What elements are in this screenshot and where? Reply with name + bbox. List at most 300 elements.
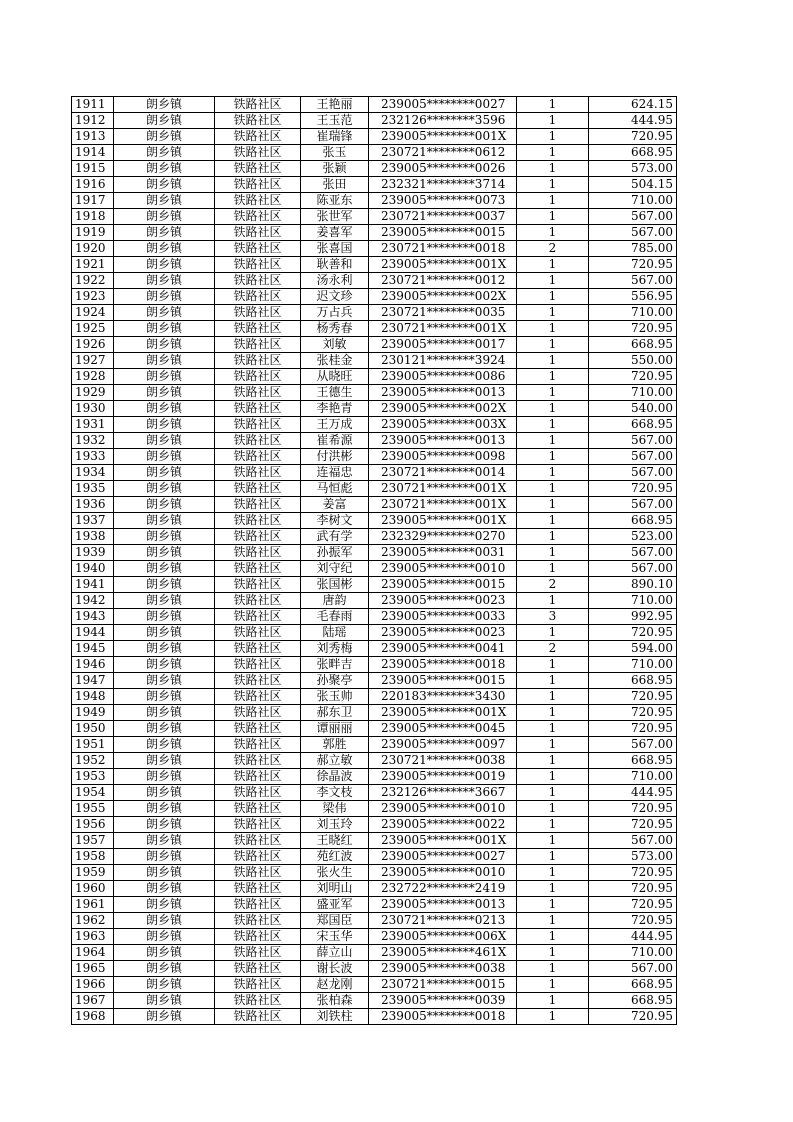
count-cell: 1 (517, 897, 589, 913)
amount-cell: 567.00 (589, 273, 677, 289)
id-number-cell: 232321********3714 (369, 177, 517, 193)
table-row (72, 737, 677, 753)
amount-cell: 992.95 (589, 609, 677, 625)
id-number-cell: 239005********003X (369, 417, 517, 433)
town-cell: 朗乡镇 (114, 593, 215, 609)
community-cell: 铁路社区 (215, 433, 301, 449)
id-number-cell: 239005********461X (369, 945, 517, 961)
row-number: 1924 (72, 305, 114, 321)
amount-cell: 720.95 (589, 1009, 677, 1025)
row-number: 1919 (72, 225, 114, 241)
count-cell: 1 (517, 337, 589, 353)
table-row (72, 385, 677, 401)
amount-cell: 720.95 (589, 865, 677, 881)
name-cell: 盛亚军 (301, 897, 369, 913)
id-number-cell: 239005********0041 (369, 641, 517, 657)
row-number: 1963 (72, 929, 114, 945)
count-cell: 1 (517, 177, 589, 193)
town-cell: 朗乡镇 (114, 625, 215, 641)
community-cell: 铁路社区 (215, 449, 301, 465)
name-cell: 张世军 (301, 209, 369, 225)
community-cell: 铁路社区 (215, 897, 301, 913)
name-cell: 梁伟 (301, 801, 369, 817)
table-row (72, 929, 677, 945)
town-cell: 朗乡镇 (114, 865, 215, 881)
table-row (72, 257, 677, 273)
table-row (72, 977, 677, 993)
id-number-cell: 239005********001X (369, 705, 517, 721)
town-cell: 朗乡镇 (114, 193, 215, 209)
amount-cell: 720.95 (589, 801, 677, 817)
town-cell: 朗乡镇 (114, 721, 215, 737)
count-cell: 2 (517, 241, 589, 257)
table-row (72, 913, 677, 929)
count-cell: 3 (517, 609, 589, 625)
amount-cell: 710.00 (589, 945, 677, 961)
count-cell: 1 (517, 977, 589, 993)
town-cell: 朗乡镇 (114, 529, 215, 545)
table-row (72, 561, 677, 577)
community-cell: 铁路社区 (215, 833, 301, 849)
table-row (72, 545, 677, 561)
town-cell: 朗乡镇 (114, 209, 215, 225)
table-row (72, 481, 677, 497)
amount-cell: 785.00 (589, 241, 677, 257)
amount-cell: 668.95 (589, 337, 677, 353)
amount-cell: 567.00 (589, 225, 677, 241)
community-cell: 铁路社区 (215, 401, 301, 417)
count-cell: 1 (517, 449, 589, 465)
row-number: 1949 (72, 705, 114, 721)
community-cell: 铁路社区 (215, 513, 301, 529)
table-row (72, 993, 677, 1009)
id-number-cell: 239005********0018 (369, 657, 517, 673)
count-cell: 1 (517, 385, 589, 401)
amount-cell: 523.00 (589, 529, 677, 545)
community-cell: 铁路社区 (215, 849, 301, 865)
count-cell: 1 (517, 257, 589, 273)
amount-cell: 504.15 (589, 177, 677, 193)
town-cell: 朗乡镇 (114, 913, 215, 929)
table-row (72, 353, 677, 369)
name-cell: 连福忠 (301, 465, 369, 481)
amount-cell: 720.95 (589, 705, 677, 721)
community-cell: 铁路社区 (215, 705, 301, 721)
id-number-cell: 239005********0015 (369, 577, 517, 593)
row-number: 1953 (72, 769, 114, 785)
count-cell: 1 (517, 465, 589, 481)
name-cell: 刘秀梅 (301, 641, 369, 657)
community-cell: 铁路社区 (215, 209, 301, 225)
town-cell: 朗乡镇 (114, 225, 215, 241)
amount-cell: 710.00 (589, 385, 677, 401)
count-cell: 1 (517, 129, 589, 145)
row-number: 1916 (72, 177, 114, 193)
town-cell: 朗乡镇 (114, 929, 215, 945)
id-number-cell: 230121********3924 (369, 353, 517, 369)
row-number: 1951 (72, 737, 114, 753)
community-cell: 铁路社区 (215, 305, 301, 321)
name-cell: 唐韵 (301, 593, 369, 609)
community-cell: 铁路社区 (215, 721, 301, 737)
row-number: 1927 (72, 353, 114, 369)
town-cell: 朗乡镇 (114, 737, 215, 753)
count-cell: 1 (517, 529, 589, 545)
table-row (72, 97, 677, 113)
id-number-cell: 239005********0038 (369, 961, 517, 977)
town-cell: 朗乡镇 (114, 401, 215, 417)
count-cell: 1 (517, 545, 589, 561)
id-number-cell: 239005********001X (369, 129, 517, 145)
amount-cell: 573.00 (589, 161, 677, 177)
id-number-cell: 232126********3667 (369, 785, 517, 801)
records-table-body (72, 97, 677, 1025)
row-number: 1944 (72, 625, 114, 641)
table-row (72, 833, 677, 849)
id-number-cell: 239005********0010 (369, 865, 517, 881)
row-number: 1940 (72, 561, 114, 577)
table-row (72, 225, 677, 241)
amount-cell: 444.95 (589, 785, 677, 801)
table-row (72, 1009, 677, 1025)
name-cell: 徐晶波 (301, 769, 369, 785)
table-row (72, 497, 677, 513)
town-cell: 朗乡镇 (114, 113, 215, 129)
id-number-cell: 239005********0023 (369, 593, 517, 609)
id-number-cell: 239005********0045 (369, 721, 517, 737)
town-cell: 朗乡镇 (114, 705, 215, 721)
town-cell: 朗乡镇 (114, 305, 215, 321)
id-number-cell: 230721********0012 (369, 273, 517, 289)
name-cell: 郑国臣 (301, 913, 369, 929)
town-cell: 朗乡镇 (114, 689, 215, 705)
row-number: 1930 (72, 401, 114, 417)
name-cell: 刘玉玲 (301, 817, 369, 833)
community-cell: 铁路社区 (215, 609, 301, 625)
amount-cell: 710.00 (589, 657, 677, 673)
amount-cell: 567.00 (589, 497, 677, 513)
count-cell: 1 (517, 433, 589, 449)
count-cell: 1 (517, 913, 589, 929)
row-number: 1933 (72, 449, 114, 465)
name-cell: 耿善和 (301, 257, 369, 273)
name-cell: 张喜国 (301, 241, 369, 257)
amount-cell: 567.00 (589, 737, 677, 753)
town-cell: 朗乡镇 (114, 369, 215, 385)
town-cell: 朗乡镇 (114, 561, 215, 577)
table-row (72, 529, 677, 545)
community-cell: 铁路社区 (215, 241, 301, 257)
id-number-cell: 239005********001X (369, 257, 517, 273)
table-row (72, 657, 677, 673)
table-row (72, 161, 677, 177)
id-number-cell: 239005********0019 (369, 769, 517, 785)
community-cell: 铁路社区 (215, 561, 301, 577)
name-cell: 孙聚亭 (301, 673, 369, 689)
count-cell: 1 (517, 513, 589, 529)
count-cell: 1 (517, 833, 589, 849)
count-cell: 1 (517, 353, 589, 369)
name-cell: 刘守纪 (301, 561, 369, 577)
count-cell: 1 (517, 273, 589, 289)
amount-cell: 567.00 (589, 961, 677, 977)
town-cell: 朗乡镇 (114, 289, 215, 305)
name-cell: 张田 (301, 177, 369, 193)
row-number: 1947 (72, 673, 114, 689)
id-number-cell: 230721********0213 (369, 913, 517, 929)
row-number: 1922 (72, 273, 114, 289)
id-number-cell: 239005********0010 (369, 801, 517, 817)
town-cell: 朗乡镇 (114, 945, 215, 961)
amount-cell: 720.95 (589, 881, 677, 897)
community-cell: 铁路社区 (215, 257, 301, 273)
id-number-cell: 239005********0013 (369, 897, 517, 913)
row-number: 1938 (72, 529, 114, 545)
records-table (71, 96, 677, 1025)
town-cell: 朗乡镇 (114, 769, 215, 785)
row-number: 1946 (72, 657, 114, 673)
row-number: 1961 (72, 897, 114, 913)
row-number: 1957 (72, 833, 114, 849)
town-cell: 朗乡镇 (114, 385, 215, 401)
id-number-cell: 230721********0037 (369, 209, 517, 225)
name-cell: 姜喜军 (301, 225, 369, 241)
town-cell: 朗乡镇 (114, 513, 215, 529)
row-number: 1923 (72, 289, 114, 305)
amount-cell: 573.00 (589, 849, 677, 865)
id-number-cell: 239005********0086 (369, 369, 517, 385)
amount-cell: 668.95 (589, 993, 677, 1009)
name-cell: 谢长波 (301, 961, 369, 977)
row-number: 1917 (72, 193, 114, 209)
id-number-cell: 239005********002X (369, 401, 517, 417)
id-number-cell: 220183********3430 (369, 689, 517, 705)
community-cell: 铁路社区 (215, 177, 301, 193)
name-cell: 李树文 (301, 513, 369, 529)
community-cell: 铁路社区 (215, 113, 301, 129)
name-cell: 刘明山 (301, 881, 369, 897)
count-cell: 1 (517, 625, 589, 641)
community-cell: 铁路社区 (215, 961, 301, 977)
name-cell: 王晓红 (301, 833, 369, 849)
amount-cell: 720.95 (589, 369, 677, 385)
id-number-cell: 232329********0270 (369, 529, 517, 545)
name-cell: 谭丽丽 (301, 721, 369, 737)
table-row (72, 721, 677, 737)
row-number: 1962 (72, 913, 114, 929)
count-cell: 1 (517, 769, 589, 785)
count-cell: 1 (517, 849, 589, 865)
amount-cell: 710.00 (589, 193, 677, 209)
town-cell: 朗乡镇 (114, 433, 215, 449)
id-number-cell: 230721********001X (369, 321, 517, 337)
table-row (72, 625, 677, 641)
town-cell: 朗乡镇 (114, 817, 215, 833)
amount-cell: 720.95 (589, 721, 677, 737)
table-row (72, 449, 677, 465)
community-cell: 铁路社区 (215, 593, 301, 609)
town-cell: 朗乡镇 (114, 609, 215, 625)
community-cell: 铁路社区 (215, 641, 301, 657)
row-number: 1921 (72, 257, 114, 273)
count-cell: 1 (517, 209, 589, 225)
community-cell: 铁路社区 (215, 785, 301, 801)
amount-cell: 890.10 (589, 577, 677, 593)
table-row (72, 593, 677, 609)
community-cell: 铁路社区 (215, 145, 301, 161)
count-cell: 1 (517, 145, 589, 161)
name-cell: 崔瑞锋 (301, 129, 369, 145)
town-cell: 朗乡镇 (114, 161, 215, 177)
amount-cell: 720.95 (589, 913, 677, 929)
table-row (72, 113, 677, 129)
town-cell: 朗乡镇 (114, 273, 215, 289)
row-number: 1959 (72, 865, 114, 881)
row-number: 1964 (72, 945, 114, 961)
community-cell: 铁路社区 (215, 977, 301, 993)
town-cell: 朗乡镇 (114, 337, 215, 353)
town-cell: 朗乡镇 (114, 417, 215, 433)
count-cell: 1 (517, 689, 589, 705)
table-row (72, 289, 677, 305)
town-cell: 朗乡镇 (114, 97, 215, 113)
community-cell: 铁路社区 (215, 385, 301, 401)
count-cell: 1 (517, 225, 589, 241)
id-number-cell: 230721********001X (369, 481, 517, 497)
community-cell: 铁路社区 (215, 545, 301, 561)
name-cell: 郭胜 (301, 737, 369, 753)
amount-cell: 444.95 (589, 113, 677, 129)
count-cell: 1 (517, 929, 589, 945)
count-cell: 1 (517, 193, 589, 209)
row-number: 1937 (72, 513, 114, 529)
id-number-cell: 230721********0014 (369, 465, 517, 481)
row-number: 1954 (72, 785, 114, 801)
count-cell: 1 (517, 289, 589, 305)
count-cell: 1 (517, 881, 589, 897)
id-number-cell: 239005********0013 (369, 433, 517, 449)
town-cell: 朗乡镇 (114, 753, 215, 769)
id-number-cell: 230721********0612 (369, 145, 517, 161)
table-row (72, 945, 677, 961)
community-cell: 铁路社区 (215, 673, 301, 689)
community-cell: 铁路社区 (215, 497, 301, 513)
community-cell: 铁路社区 (215, 225, 301, 241)
row-number: 1955 (72, 801, 114, 817)
name-cell: 姜富 (301, 497, 369, 513)
table-row (72, 369, 677, 385)
name-cell: 陈亚东 (301, 193, 369, 209)
community-cell: 铁路社区 (215, 993, 301, 1009)
name-cell: 王艳丽 (301, 97, 369, 113)
community-cell: 铁路社区 (215, 945, 301, 961)
amount-cell: 720.95 (589, 481, 677, 497)
count-cell: 1 (517, 737, 589, 753)
count-cell: 1 (517, 705, 589, 721)
name-cell: 郝立敏 (301, 753, 369, 769)
row-number: 1966 (72, 977, 114, 993)
amount-cell: 668.95 (589, 513, 677, 529)
id-number-cell: 239005********0018 (369, 1009, 517, 1025)
name-cell: 张玉 (301, 145, 369, 161)
count-cell: 1 (517, 561, 589, 577)
id-number-cell: 230721********001X (369, 497, 517, 513)
name-cell: 张国彬 (301, 577, 369, 593)
name-cell: 万占兵 (301, 305, 369, 321)
id-number-cell: 239005********0010 (369, 561, 517, 577)
name-cell: 杨秀春 (301, 321, 369, 337)
count-cell: 1 (517, 113, 589, 129)
table-row (72, 401, 677, 417)
table-row (72, 705, 677, 721)
community-cell: 铁路社区 (215, 577, 301, 593)
id-number-cell: 232126********3596 (369, 113, 517, 129)
community-cell: 铁路社区 (215, 129, 301, 145)
id-number-cell: 239005********0017 (369, 337, 517, 353)
name-cell: 付洪彬 (301, 449, 369, 465)
row-number: 1965 (72, 961, 114, 977)
town-cell: 朗乡镇 (114, 129, 215, 145)
row-number: 1936 (72, 497, 114, 513)
amount-cell: 720.95 (589, 257, 677, 273)
town-cell: 朗乡镇 (114, 801, 215, 817)
count-cell: 1 (517, 497, 589, 513)
row-number: 1913 (72, 129, 114, 145)
town-cell: 朗乡镇 (114, 545, 215, 561)
town-cell: 朗乡镇 (114, 785, 215, 801)
amount-cell: 556.95 (589, 289, 677, 305)
row-number: 1943 (72, 609, 114, 625)
id-number-cell: 239005********0015 (369, 673, 517, 689)
table-row (72, 753, 677, 769)
town-cell: 朗乡镇 (114, 465, 215, 481)
row-number: 1945 (72, 641, 114, 657)
id-number-cell: 239005********0039 (369, 993, 517, 1009)
community-cell: 铁路社区 (215, 737, 301, 753)
name-cell: 王玉范 (301, 113, 369, 129)
count-cell: 1 (517, 417, 589, 433)
town-cell: 朗乡镇 (114, 257, 215, 273)
count-cell: 1 (517, 593, 589, 609)
row-number: 1925 (72, 321, 114, 337)
amount-cell: 567.00 (589, 433, 677, 449)
amount-cell: 567.00 (589, 545, 677, 561)
row-number: 1956 (72, 817, 114, 833)
town-cell: 朗乡镇 (114, 353, 215, 369)
id-number-cell: 239005********0026 (369, 161, 517, 177)
town-cell: 朗乡镇 (114, 1009, 215, 1025)
name-cell: 张玉帅 (301, 689, 369, 705)
table-row (72, 465, 677, 481)
id-number-cell: 239005********0033 (369, 609, 517, 625)
amount-cell: 567.00 (589, 209, 677, 225)
table-row (72, 641, 677, 657)
table-row (72, 673, 677, 689)
row-number: 1928 (72, 369, 114, 385)
count-cell: 1 (517, 865, 589, 881)
town-cell: 朗乡镇 (114, 881, 215, 897)
table-row (72, 193, 677, 209)
name-cell: 崔希源 (301, 433, 369, 449)
id-number-cell: 239005********0098 (369, 449, 517, 465)
community-cell: 铁路社区 (215, 369, 301, 385)
community-cell: 铁路社区 (215, 657, 301, 673)
count-cell: 1 (517, 721, 589, 737)
id-number-cell: 232722********2419 (369, 881, 517, 897)
name-cell: 张柏森 (301, 993, 369, 1009)
row-number: 1931 (72, 417, 114, 433)
name-cell: 马恒彪 (301, 481, 369, 497)
